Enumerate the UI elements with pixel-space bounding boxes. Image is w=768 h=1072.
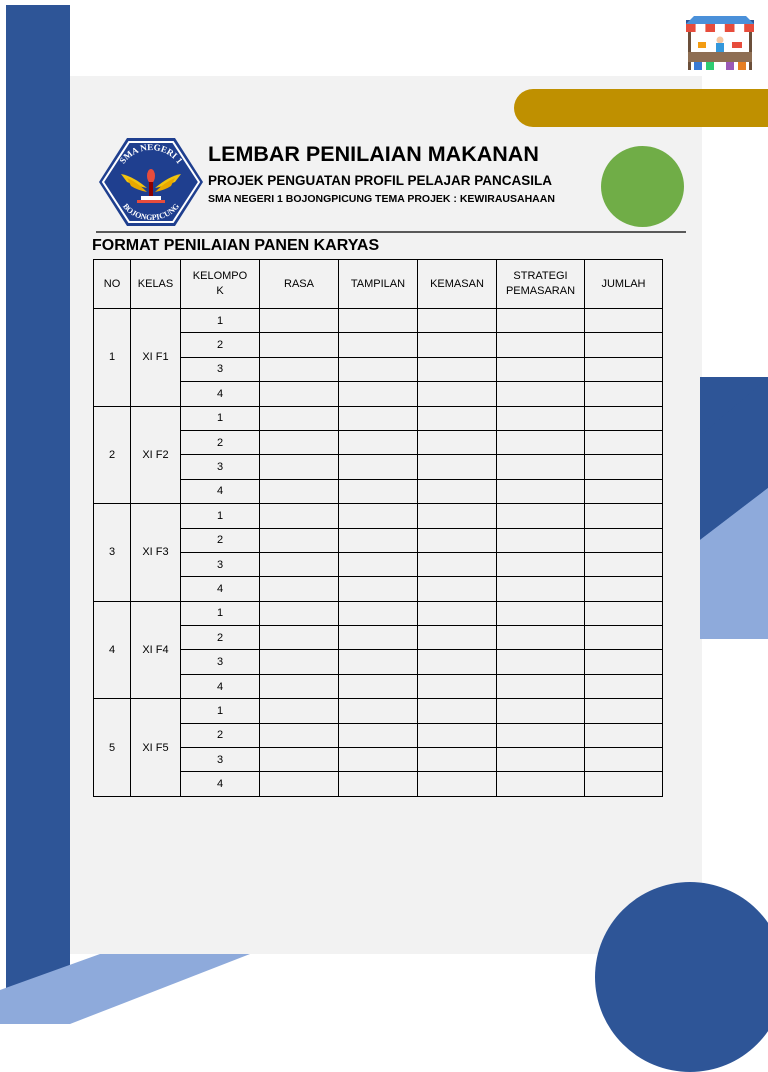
- section-title: FORMAT PENILAIAN PANEN KARYAS: [92, 237, 380, 254]
- cell-kemasan-score[interactable]: [418, 626, 497, 650]
- cell-tampilan-score[interactable]: [339, 406, 418, 430]
- bottom-navy-circle: [595, 882, 768, 1072]
- cell-strategi-pemasaran-score[interactable]: [497, 723, 585, 747]
- header-kelas: KELAS: [131, 260, 181, 309]
- cell-kemasan-score[interactable]: [418, 748, 497, 772]
- assessment-table: [93, 259, 663, 797]
- cell-strategi-pemasaran-score[interactable]: [497, 455, 585, 479]
- cell-rasa-score[interactable]: [260, 357, 339, 381]
- school-emblem-icon: [97, 136, 205, 228]
- cell-jumlah-score[interactable]: [585, 309, 663, 333]
- cell-strategi-pemasaran-score[interactable]: [497, 406, 585, 430]
- cell-kemasan-score[interactable]: [418, 406, 497, 430]
- cell-tampilan-score[interactable]: [339, 552, 418, 576]
- cell-tampilan-score[interactable]: [339, 748, 418, 772]
- cell-kemasan-score[interactable]: [418, 650, 497, 674]
- cell-strategi-pemasaran-score[interactable]: [497, 650, 585, 674]
- cell-jumlah-score[interactable]: [585, 650, 663, 674]
- cell-kelompok: 2: [181, 528, 260, 552]
- table-row: [94, 406, 663, 430]
- market-stall-icon: [682, 12, 758, 74]
- cell-kemasan-score[interactable]: [418, 528, 497, 552]
- gold-header-accent: [514, 89, 768, 127]
- cell-jumlah-score[interactable]: [585, 577, 663, 601]
- cell-rasa-score[interactable]: [260, 430, 339, 454]
- cell-kelompok: 2: [181, 626, 260, 650]
- cell-kemasan-score[interactable]: [418, 772, 497, 796]
- cell-kelas: XI F4: [131, 601, 181, 699]
- green-circle-accent: [601, 146, 684, 227]
- cell-strategi-pemasaran-score[interactable]: [497, 772, 585, 796]
- cell-tampilan-score[interactable]: [339, 601, 418, 625]
- cell-kelompok: 4: [181, 382, 260, 406]
- cell-no: 1: [94, 309, 131, 407]
- cell-no: 2: [94, 406, 131, 504]
- cell-kemasan-score[interactable]: [418, 577, 497, 601]
- header-jumlah: JUMLAH: [585, 260, 663, 309]
- left-navy-band: [6, 5, 70, 1024]
- cell-strategi-pemasaran-score[interactable]: [497, 309, 585, 333]
- cell-jumlah-score[interactable]: [585, 699, 663, 723]
- cell-kelompok: 1: [181, 309, 260, 333]
- cell-jumlah-score[interactable]: [585, 772, 663, 796]
- cell-kelompok: 3: [181, 357, 260, 381]
- cell-jumlah-score[interactable]: [585, 455, 663, 479]
- cell-tampilan-score[interactable]: [339, 382, 418, 406]
- cell-kelompok: 4: [181, 674, 260, 698]
- cell-jumlah-score[interactable]: [585, 479, 663, 503]
- cell-kemasan-score[interactable]: [418, 333, 497, 357]
- cell-kelas: XI F3: [131, 504, 181, 602]
- cell-rasa-score[interactable]: [260, 772, 339, 796]
- table-row: [94, 504, 663, 528]
- header-tampilan: TAMPILAN: [339, 260, 418, 309]
- cell-strategi-pemasaran-score[interactable]: [497, 382, 585, 406]
- cell-kemasan-score[interactable]: [418, 430, 497, 454]
- cell-rasa-score[interactable]: [260, 455, 339, 479]
- document-title: LEMBAR PENILAIAN MAKANAN: [208, 142, 539, 166]
- header-divider: [96, 231, 686, 233]
- cell-kelompok: 3: [181, 552, 260, 576]
- cell-tampilan-score[interactable]: [339, 699, 418, 723]
- cell-kemasan-score[interactable]: [418, 357, 497, 381]
- cell-tampilan-score[interactable]: [339, 577, 418, 601]
- cell-kemasan-score[interactable]: [418, 674, 497, 698]
- cell-strategi-pemasaran-score[interactable]: [497, 699, 585, 723]
- cell-rasa-score[interactable]: [260, 601, 339, 625]
- cell-jumlah-score[interactable]: [585, 382, 663, 406]
- cell-tampilan-score[interactable]: [339, 430, 418, 454]
- cell-kemasan-score[interactable]: [418, 552, 497, 576]
- cell-strategi-pemasaran-score[interactable]: [497, 674, 585, 698]
- cell-strategi-pemasaran-score[interactable]: [497, 357, 585, 381]
- cell-strategi-pemasaran-score[interactable]: [497, 748, 585, 772]
- cell-jumlah-score[interactable]: [585, 504, 663, 528]
- cell-rasa-score[interactable]: [260, 626, 339, 650]
- cell-tampilan-score[interactable]: [339, 650, 418, 674]
- cell-rasa-score[interactable]: [260, 577, 339, 601]
- cell-jumlah-score[interactable]: [585, 674, 663, 698]
- cell-no: 4: [94, 601, 131, 699]
- cell-rasa-score[interactable]: [260, 382, 339, 406]
- cell-tampilan-score[interactable]: [339, 772, 418, 796]
- table-header-row: [94, 260, 663, 309]
- cell-strategi-pemasaran-score[interactable]: [497, 528, 585, 552]
- cell-tampilan-score[interactable]: [339, 674, 418, 698]
- cell-kemasan-score[interactable]: [418, 699, 497, 723]
- cell-kelas: XI F5: [131, 699, 181, 797]
- cell-kemasan-score[interactable]: [418, 309, 497, 333]
- cell-kelompok: 2: [181, 723, 260, 747]
- cell-rasa-score[interactable]: [260, 650, 339, 674]
- cell-kelompok: 4: [181, 772, 260, 796]
- cell-jumlah-score[interactable]: [585, 357, 663, 381]
- cell-tampilan-score[interactable]: [339, 479, 418, 503]
- table-row: [94, 601, 663, 625]
- cell-kelompok: 4: [181, 479, 260, 503]
- cell-kelompok: 2: [181, 430, 260, 454]
- cell-tampilan-score[interactable]: [339, 309, 418, 333]
- cell-kelompok: 1: [181, 601, 260, 625]
- table-row: [94, 699, 663, 723]
- cell-jumlah-score[interactable]: [585, 430, 663, 454]
- cell-kemasan-score[interactable]: [418, 382, 497, 406]
- cell-rasa-score[interactable]: [260, 333, 339, 357]
- cell-strategi-pemasaran-score[interactable]: [497, 577, 585, 601]
- cell-jumlah-score[interactable]: [585, 601, 663, 625]
- cell-strategi-pemasaran-score[interactable]: [497, 552, 585, 576]
- cell-kemasan-score[interactable]: [418, 601, 497, 625]
- table-row: [94, 309, 663, 333]
- cell-tampilan-score[interactable]: [339, 528, 418, 552]
- cell-jumlah-score[interactable]: [585, 626, 663, 650]
- cell-jumlah-score[interactable]: [585, 748, 663, 772]
- cell-strategi-pemasaran-score[interactable]: [497, 626, 585, 650]
- cell-strategi-pemasaran-score[interactable]: [497, 479, 585, 503]
- cell-kelompok: 3: [181, 455, 260, 479]
- cell-tampilan-score[interactable]: [339, 357, 418, 381]
- cell-kelompok: 1: [181, 406, 260, 430]
- cell-rasa-score[interactable]: [260, 504, 339, 528]
- header-kelompok: KELOMPO K: [181, 260, 260, 309]
- cell-kelompok: 3: [181, 748, 260, 772]
- cell-jumlah-score[interactable]: [585, 333, 663, 357]
- cell-rasa-score[interactable]: [260, 479, 339, 503]
- logo-text-top: SMA NEGERI 1: [117, 141, 185, 166]
- cell-strategi-pemasaran-score[interactable]: [497, 430, 585, 454]
- cell-kelas: XI F1: [131, 309, 181, 407]
- cell-tampilan-score[interactable]: [339, 723, 418, 747]
- cell-rasa-score[interactable]: [260, 723, 339, 747]
- cell-rasa-score[interactable]: [260, 528, 339, 552]
- document-subtitle: PROJEK PENGUATAN PROFIL PELAJAR PANCASILA: [208, 173, 553, 188]
- cell-jumlah-score[interactable]: [585, 528, 663, 552]
- cell-kelompok: 4: [181, 577, 260, 601]
- cell-rasa-score[interactable]: [260, 552, 339, 576]
- header-strategi-pemasaran: STRATEGI PEMASARAN: [497, 260, 585, 309]
- cell-strategi-pemasaran-score[interactable]: [497, 601, 585, 625]
- cell-rasa-score[interactable]: [260, 674, 339, 698]
- cell-jumlah-score[interactable]: [585, 552, 663, 576]
- cell-kelompok: 2: [181, 333, 260, 357]
- cell-kelompok: 1: [181, 504, 260, 528]
- bottom-light-stripe: [0, 950, 260, 1024]
- cell-kemasan-score[interactable]: [418, 504, 497, 528]
- cell-kelompok: 1: [181, 699, 260, 723]
- cell-no: 5: [94, 699, 131, 797]
- cell-jumlah-score[interactable]: [585, 723, 663, 747]
- cell-kelompok: 3: [181, 650, 260, 674]
- cell-tampilan-score[interactable]: [339, 455, 418, 479]
- cell-rasa-score[interactable]: [260, 699, 339, 723]
- cell-no: 3: [94, 504, 131, 602]
- logo-text-bottom: BOJONGPICUNG: [121, 201, 182, 223]
- cell-kelas: XI F2: [131, 406, 181, 504]
- cell-rasa-score[interactable]: [260, 309, 339, 333]
- cell-kemasan-score[interactable]: [418, 723, 497, 747]
- header-rasa: RASA: [260, 260, 339, 309]
- cell-strategi-pemasaran-score[interactable]: [497, 504, 585, 528]
- cell-rasa-score[interactable]: [260, 748, 339, 772]
- cell-jumlah-score[interactable]: [585, 406, 663, 430]
- school-theme-line: SMA NEGERI 1 BOJONGPICUNG TEMA PROJEK : KEWIRAUSAHAAN: [208, 193, 555, 205]
- right-diagonal-shapes: [700, 370, 768, 650]
- cell-kemasan-score[interactable]: [418, 479, 497, 503]
- cell-tampilan-score[interactable]: [339, 333, 418, 357]
- cell-kemasan-score[interactable]: [418, 455, 497, 479]
- cell-tampilan-score[interactable]: [339, 626, 418, 650]
- header-kemasan: KEMASAN: [418, 260, 497, 309]
- cell-tampilan-score[interactable]: [339, 504, 418, 528]
- table-body: [94, 309, 663, 797]
- cell-strategi-pemasaran-score[interactable]: [497, 333, 585, 357]
- cell-rasa-score[interactable]: [260, 406, 339, 430]
- header-no: NO: [94, 260, 131, 309]
